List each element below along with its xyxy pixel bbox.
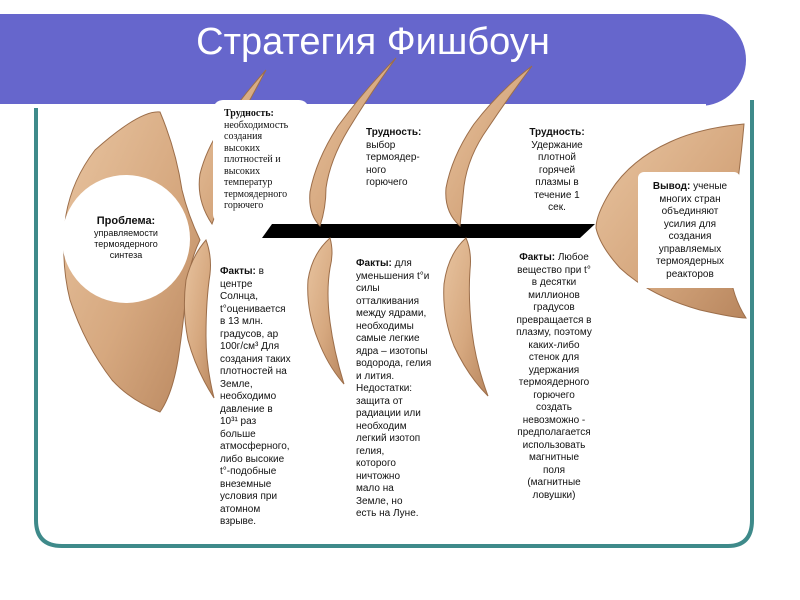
facts-3-line: плазму, поэтому: [516, 327, 592, 338]
facts-1-line: внеземные: [220, 478, 272, 490]
facts-1-line: 100г/см³ Для: [220, 341, 280, 352]
difficulty-3-line: плазмы в: [535, 177, 579, 188]
facts-3-label: Факты:: [519, 252, 556, 263]
difficulty-1-line: создания: [224, 131, 263, 142]
difficulty-1-label: Трудность:: [224, 108, 274, 119]
difficulty-3-text: [522, 127, 592, 215]
difficulty-1-line: необходимость: [224, 119, 289, 131]
facts-1-line: создания таких: [220, 353, 291, 365]
facts-1-line: плотностей на: [220, 366, 287, 377]
difficulty-3-line: сек.: [548, 202, 566, 213]
difficulty-1-line: плотностей и: [224, 154, 281, 165]
facts-1-first-line: [220, 266, 316, 279]
facts-1-line: t°-подобные: [220, 466, 277, 477]
facts-3-line: магнитные: [528, 452, 580, 463]
facts-1-line: либо высокие: [220, 453, 285, 465]
facts-2-first-line: [356, 258, 456, 271]
facts-2-line: Земле, но: [356, 495, 403, 507]
slide-title: Стратегия Фишбоун: [196, 21, 550, 63]
difficulty-3-line: Удержание: [531, 139, 583, 151]
facts-2-line: и лития.: [356, 370, 395, 382]
facts-2-text: [356, 258, 456, 521]
facts-2-line: легкий изотоп: [356, 433, 421, 444]
difficulty-2-line: термоядер-: [366, 152, 420, 163]
facts-2-line: есть на Луне.: [356, 508, 419, 519]
facts-2-line: которого: [356, 458, 396, 469]
facts-3-line: использовать: [522, 439, 586, 451]
difficulty-3-line: течение 1: [534, 189, 580, 201]
conclusion-line: управляемых: [658, 243, 722, 255]
facts-3-first-line: [504, 252, 604, 265]
difficulty-3-label: Трудность:: [529, 127, 585, 138]
conclusion-line: объединяют: [661, 206, 719, 217]
difficulty-2-line: выбор: [366, 139, 396, 151]
facts-3-line: превращается в: [516, 314, 592, 326]
difficulty-1-text: [224, 108, 308, 212]
difficulty-2-line: горючего: [366, 177, 408, 188]
conclusion-line: реакторов: [666, 268, 714, 280]
facts-1-line: Земле,: [220, 378, 253, 390]
facts-1-label: Факты:: [220, 266, 256, 277]
facts-3-first: Любое: [555, 252, 589, 263]
conclusion-line: термоядерных: [655, 256, 725, 267]
facts-3-line: горючего: [533, 389, 575, 401]
difficulty-3-line: плотной: [538, 152, 576, 163]
conclusion-line: создания: [668, 231, 712, 242]
facts-1-line: атмосферного,: [220, 441, 290, 452]
facts-1-line: условия при: [220, 491, 278, 502]
rib-upper-3: [446, 66, 532, 226]
facts-2-line: радиации или: [356, 408, 421, 419]
difficulty-1-line: температур: [224, 177, 273, 188]
facts-1-line: Солнца,: [220, 291, 258, 302]
difficulty-1-line: горючего: [224, 200, 264, 211]
problem-line: управляемости: [94, 227, 158, 238]
facts-2-line: водорода, гелия: [356, 358, 432, 369]
facts-3-line: предполагается: [517, 427, 591, 438]
facts-1-line: давление в: [220, 403, 273, 415]
facts-1-line: t°оценивается: [220, 303, 286, 315]
facts-2-label: Факты:: [356, 258, 392, 269]
facts-2-line: мало на: [356, 483, 394, 494]
conclusion-first-line: [640, 181, 740, 194]
facts-1-line: атомном: [220, 503, 261, 515]
facts-2-line: защита от: [356, 395, 403, 407]
facts-2-line: необходимы: [356, 320, 414, 332]
fish-spine: [262, 224, 595, 238]
facts-3-line: в десятки: [531, 277, 577, 288]
conclusion-text: [640, 181, 740, 281]
difficulty-1-line: термоядерного: [224, 188, 288, 200]
facts-2-line: самые легкие: [356, 333, 420, 344]
facts-1-first: в: [255, 266, 264, 277]
facts-3-line: (магнитные: [527, 477, 581, 488]
facts-3-line: невозможно -: [522, 414, 586, 426]
facts-1-line: взрыве.: [220, 516, 257, 527]
facts-1-line: больше: [220, 428, 256, 440]
facts-2-line: гелия,: [356, 445, 385, 457]
difficulty-2-label: Трудность:: [366, 127, 422, 138]
difficulty-2-text: [366, 127, 446, 190]
difficulty-2-line: ного: [366, 164, 387, 176]
difficulty-1-line: высоких: [224, 165, 261, 177]
facts-2-line: между ядрами,: [356, 308, 427, 319]
conclusion-label: Вывод:: [652, 181, 691, 192]
conclusion-first: ученые: [690, 181, 728, 192]
facts-3-line: создать: [536, 402, 572, 413]
problem-text: [84, 215, 168, 261]
facts-3-text: [504, 252, 604, 502]
facts-3-line: удержания: [528, 364, 580, 376]
facts-3-line: вещество при t°: [517, 264, 591, 276]
facts-1-line: 10³¹ раз: [220, 416, 257, 427]
difficulty-1-line: высоких: [224, 142, 261, 154]
problem-line: синтеза: [109, 249, 143, 260]
problem-line: термоядерного: [94, 238, 158, 249]
facts-3-line: градусов: [533, 302, 575, 313]
facts-2-line: ядра – изотопы: [356, 345, 428, 357]
facts-3-line: миллионов: [528, 289, 580, 301]
facts-2-line: Недостатки:: [356, 383, 413, 394]
facts-2-line: уменьшения t°и: [356, 270, 430, 282]
facts-1-line: в 13 млн.: [220, 316, 264, 327]
facts-2-line: отталкивания: [356, 295, 420, 307]
facts-2-line: необходим: [356, 420, 407, 432]
facts-3-line: ловушки): [532, 489, 576, 501]
facts-3-line: поля: [542, 464, 565, 476]
facts-1-line: центре: [220, 278, 253, 290]
facts-1-line: необходимо: [220, 391, 277, 402]
problem-label: Проблема:: [96, 215, 156, 227]
facts-2-first: для: [391, 258, 412, 269]
facts-1-text: [220, 266, 316, 529]
conclusion-line: многих стран: [659, 193, 721, 205]
conclusion-line: усилия для: [663, 218, 717, 230]
facts-3-line: термоядерного: [518, 377, 590, 388]
facts-2-line: силы: [356, 283, 380, 294]
difficulty-3-line: горячей: [538, 164, 576, 176]
facts-2-line: ничтожно: [356, 470, 401, 482]
facts-3-line: стенок для: [528, 352, 580, 363]
facts-1-line: градусов, ар: [220, 328, 279, 340]
facts-3-line: каких-либо: [528, 339, 580, 351]
